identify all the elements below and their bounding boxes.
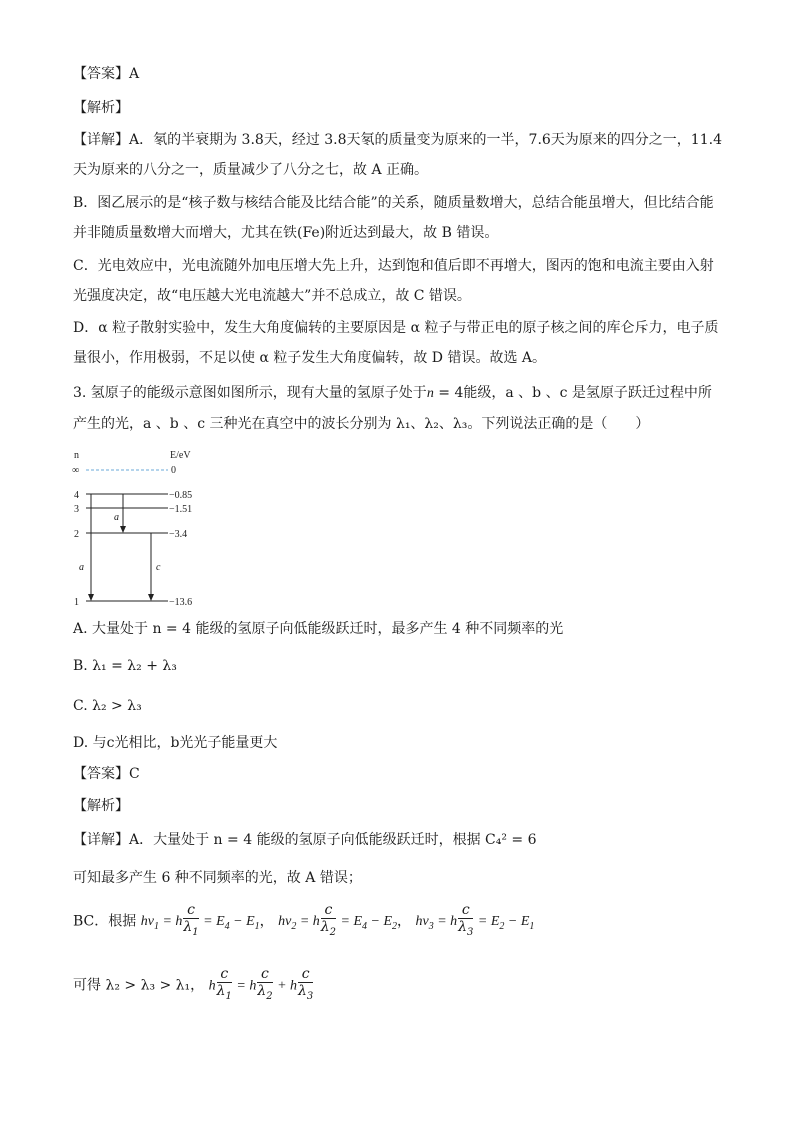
bc-prefix: BC．根据 <box>73 913 137 930</box>
arrowhead-a-4to1 <box>88 594 94 601</box>
detail2-line4: 可得 λ₂ > λ₃ > λ₁， h $\frac{c}{\lambda_1}$ = h $\frac{c}{\lambda_2}$ + h $\frac{c}{\lambda_3}$ <box>73 966 314 1002</box>
optC-line1: C．光电效应中，光电流随外加电压增大先上升，达到饱和值后即不再增大，图丙的饱和电流主要由入射 <box>73 258 714 274</box>
choice-D: D. 与c光相比，b光光子能量更大 <box>73 735 278 751</box>
optB-line2: 并非随质量数增大而增大，尤其在铁(Fe)附近达到最大，故 B 错误。 <box>73 225 499 241</box>
level-n-inf: ∞ <box>72 465 80 476</box>
detail2-line1: 【详解】A．大量处于 n = 4 能级的氢原子向低能级跃迁时，根据 C₄² = 6 <box>73 832 537 848</box>
detail1-line2: 天为原来的八分之一，质量减少了八分之七，故 A 正确。 <box>73 162 429 178</box>
q3-text-c: a 、b 、c 是氢原子跃迁过程中所 <box>505 385 712 401</box>
transition-label-a1: a <box>79 562 84 573</box>
answer2-value: C <box>129 766 140 782</box>
q3-text-b: = 4能级， <box>433 385 506 401</box>
transition-label-a2: a <box>114 512 119 523</box>
level-e-2: −3.4 <box>169 529 188 540</box>
optB-line1: B．图乙展示的是“核子数与核结合能及比结合能”的关系，随质量数增大，总结合能虽增大，但比结合能 <box>73 195 714 211</box>
level-e-4: −0.85 <box>169 490 193 501</box>
choice-A: A. 大量处于 n = 4 能级的氢原子向低能级跃迁时，最多产生 4 种不同频率的光 <box>73 621 564 637</box>
answer-label: 【答案】 <box>73 66 129 82</box>
n-axis-label: n <box>74 450 79 461</box>
energy-level-svg <box>68 448 208 610</box>
detail2-line3: BC．根据 $h\nu_1 = h$ $\frac{c}{\lambda_1}$ = $E_4 - E_1$， $h\nu_2 = h$ $\frac{c}{\lambda_2}$ = $E_4 - E_2$， $h\nu_3 = h$ $\frac{c}{\lambda_3}$ = $E_2 - E_1$ <box>73 902 535 938</box>
level-n-2: 2 <box>74 529 79 540</box>
conclusion-prefix: 可得 λ₂ > λ₃ > λ₁， <box>73 977 205 994</box>
arrowhead-a-4to2 <box>120 526 126 533</box>
analysis-heading-2: 【解析】 <box>73 798 129 814</box>
arrowhead-c-2to1 <box>148 594 154 601</box>
level-n-1: 1 <box>74 597 79 608</box>
answer-line-2 <box>73 764 723 784</box>
optD-line1: D．α 粒子散射实验中，发生大角度偏转的主要原因是 α 粒子与带正电的原子核之间的库仑斥力，电子质 <box>73 320 719 336</box>
optC-line2: 光强度决定，故“电压越大光电流越大”并不总成立，故 C 错误。 <box>73 288 471 304</box>
question3-line1 <box>73 383 723 404</box>
level-e-inf: 0 <box>171 465 176 476</box>
choice-B: B. λ₁ = λ₂ + λ₃ <box>73 658 177 674</box>
q3-text-a: 3. 氢原子的能级示意图如图所示，现有大量的氢原子处于 <box>73 385 427 401</box>
level-n-3: 3 <box>74 504 79 515</box>
answer2-label: 【答案】 <box>73 766 129 782</box>
level-e-3: −1.51 <box>169 504 193 515</box>
transition-label-c: c <box>156 562 161 573</box>
choice-C: C. λ₂ > λ₃ <box>73 698 142 714</box>
detail1-line1: 【详解】A．氡的半衰期为 3.8天，经过 3.8天氡的质量变为原来的一半，7.6天为原来的四分之一，11.4 <box>73 132 722 148</box>
analysis-heading-1: 【解析】 <box>73 100 129 116</box>
answer-value: A <box>129 66 140 82</box>
detail2-line2: 可知最多产生 6 种不同频率的光，故 A 错误； <box>73 870 362 886</box>
energy-axis-label: E/eV <box>170 450 191 461</box>
answer-line-1 <box>73 64 723 84</box>
optD-line2: 量很小，作用极弱，不足以使 α 粒子发生大角度偏转，故 D 错误。故选 A。 <box>73 350 547 366</box>
level-e-1: −13.6 <box>169 597 193 608</box>
q3-n: n <box>426 386 434 401</box>
level-n-4: 4 <box>74 490 79 501</box>
question3-line2: 产生的光，a 、b 、c 三种光在真空中的波长分别为 λ₁、λ₂、λ₃。下列说法正确的是（ ） <box>73 416 650 432</box>
energy-level-diagram <box>68 448 208 610</box>
